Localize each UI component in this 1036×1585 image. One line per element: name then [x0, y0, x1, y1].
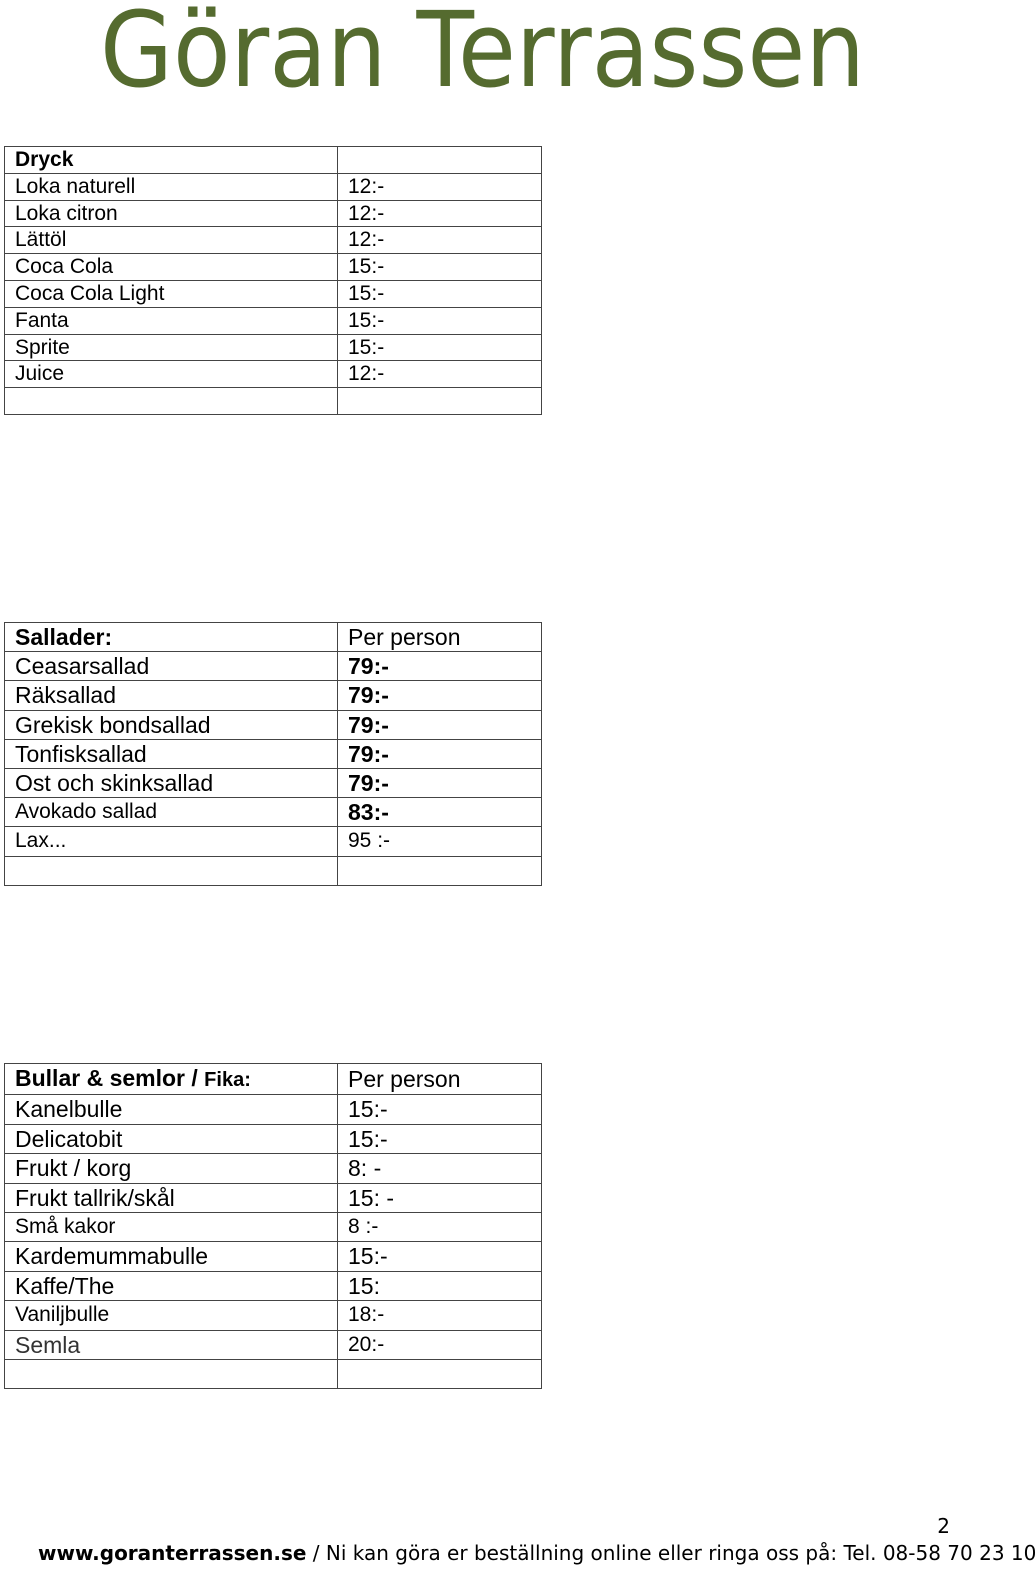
buns-heading-sub: Fika:	[204, 1069, 251, 1091]
table-row	[5, 769, 542, 798]
table-row	[5, 1183, 542, 1212]
item-name: Sprite	[5, 334, 338, 361]
empty-cell	[338, 1360, 542, 1389]
salads-table	[4, 622, 542, 886]
item-price: 12:-	[338, 200, 542, 227]
item-price: 15:-	[338, 254, 542, 281]
item-price: 15:	[338, 1271, 542, 1300]
item-price: 95 :-	[338, 827, 542, 856]
item-name: Vaniljbulle	[5, 1301, 338, 1330]
item-price: 79:-	[338, 710, 542, 739]
item-price: 79:-	[338, 739, 542, 768]
page-title	[100, 0, 880, 111]
drinks-heading-price	[338, 147, 542, 174]
item-price: 79:-	[338, 681, 542, 710]
item-name: Delicatobit	[5, 1124, 338, 1153]
title-text: Göran Terrassen	[100, 0, 865, 111]
table-row	[5, 739, 542, 768]
item-name: Ost och skinksallad	[5, 769, 338, 798]
item-price: 8 :-	[338, 1213, 542, 1242]
table-row	[5, 798, 542, 827]
empty-cell	[338, 388, 542, 415]
item-price: 12:-	[338, 361, 542, 388]
item-name: Avokado sallad	[5, 798, 338, 827]
item-price: 18:-	[338, 1301, 542, 1330]
table-row	[5, 1301, 542, 1330]
item-name: Frukt / korg	[5, 1154, 338, 1183]
table-row	[5, 280, 542, 307]
item-name: Grekisk bondsallad	[5, 710, 338, 739]
item-price: 12:-	[338, 173, 542, 200]
empty-cell	[5, 856, 338, 885]
buns-unit: Per person	[338, 1064, 542, 1095]
item-name: Kaffe/The	[5, 1271, 338, 1300]
item-name: Lättöl	[5, 227, 338, 254]
item-name: Fanta	[5, 307, 338, 334]
table-row	[5, 361, 542, 388]
table-row	[5, 1360, 542, 1389]
page-number: 2	[937, 1514, 950, 1538]
item-name: Ceasarsallad	[5, 652, 338, 681]
item-name: Kardemummabulle	[5, 1242, 338, 1271]
item-price: 12:-	[338, 227, 542, 254]
table-row	[5, 227, 542, 254]
table-row	[5, 710, 542, 739]
item-price: 15:-	[338, 1242, 542, 1271]
table-row	[5, 254, 542, 281]
item-price: 8: -	[338, 1154, 542, 1183]
item-price: 79:-	[338, 652, 542, 681]
item-name: Små kakor	[5, 1213, 338, 1242]
item-price: 15:-	[338, 334, 542, 361]
item-name: Frukt tallrik/skål	[5, 1183, 338, 1212]
footer	[38, 1541, 1036, 1565]
table-row	[5, 200, 542, 227]
table-row	[5, 1124, 542, 1153]
table-row	[5, 388, 542, 415]
table-row	[5, 173, 542, 200]
item-name: Coca Cola Light	[5, 280, 338, 307]
table-row	[5, 652, 542, 681]
table-row	[5, 1213, 542, 1242]
table-row	[5, 1271, 542, 1300]
item-name: Lax...	[5, 827, 338, 856]
buns-heading-main: Bullar & semlor /	[15, 1065, 205, 1091]
item-price: 79:-	[338, 769, 542, 798]
footer-website-link[interactable]: www.goranterrassen.se	[38, 1541, 307, 1565]
item-name: Räksallad	[5, 681, 338, 710]
item-name: Loka citron	[5, 200, 338, 227]
empty-cell	[5, 388, 338, 415]
item-price: 15:-	[338, 307, 542, 334]
table-row	[5, 856, 542, 885]
item-name: Loka naturell	[5, 173, 338, 200]
item-price: 15: -	[338, 1183, 542, 1212]
item-price: 20:-	[338, 1330, 542, 1359]
empty-cell	[5, 1360, 338, 1389]
table-row	[5, 623, 542, 652]
item-name: Coca Cola	[5, 254, 338, 281]
buns-heading	[5, 1064, 338, 1095]
item-name: Semla	[5, 1330, 338, 1359]
empty-cell	[338, 856, 542, 885]
salads-unit: Per person	[338, 623, 542, 652]
table-row	[5, 827, 542, 856]
table-row	[5, 1242, 542, 1271]
item-price: 15:-	[338, 280, 542, 307]
item-price: 15:-	[338, 1124, 542, 1153]
table-row	[5, 1064, 542, 1095]
table-row	[5, 1095, 542, 1124]
item-price: 83:-	[338, 798, 542, 827]
table-row	[5, 307, 542, 334]
drinks-heading: Dryck	[5, 147, 338, 174]
item-name: Juice	[5, 361, 338, 388]
buns-table	[4, 1063, 542, 1389]
footer-text: / Ni kan göra er beställning online eller ringa oss på: Tel. 08-58 70 23 10	[306, 1541, 1036, 1565]
table-row	[5, 1154, 542, 1183]
table-row	[5, 147, 542, 174]
item-name: Tonfisksallad	[5, 739, 338, 768]
salads-heading: Sallader:	[5, 623, 338, 652]
table-row	[5, 681, 542, 710]
drinks-table	[4, 146, 542, 415]
item-name: Kanelbulle	[5, 1095, 338, 1124]
table-row	[5, 334, 542, 361]
item-price: 15:-	[338, 1095, 542, 1124]
table-row	[5, 1330, 542, 1359]
